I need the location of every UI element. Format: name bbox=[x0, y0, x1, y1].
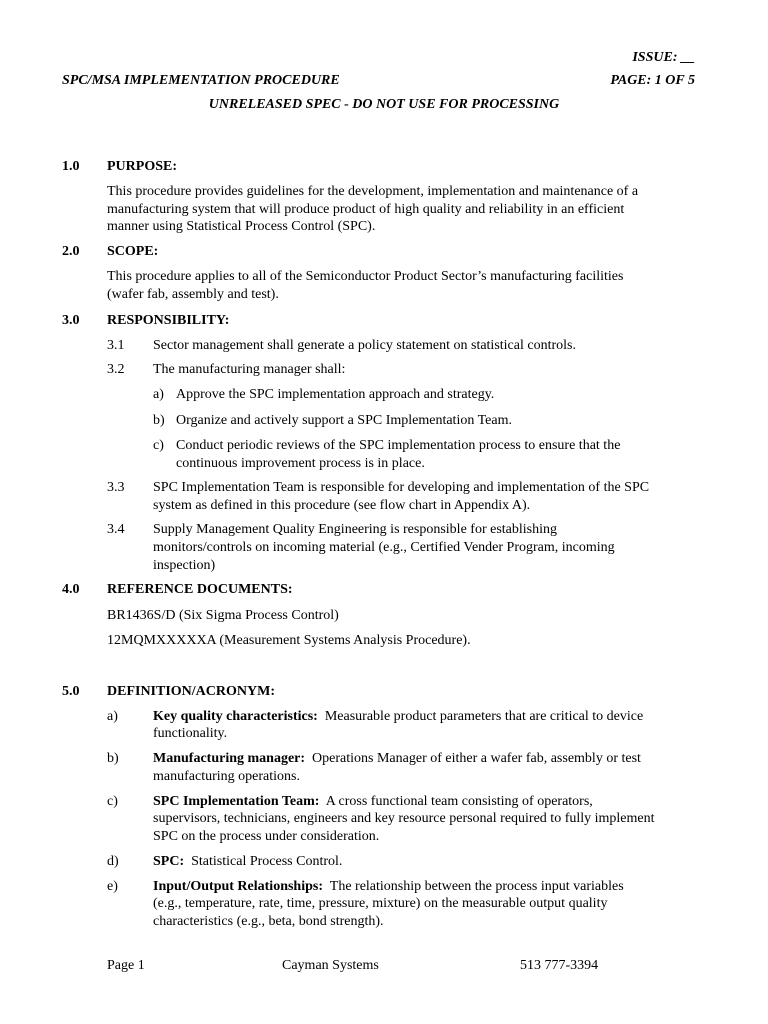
item-3-1-text: Sector management shall generate a policy statement on statistical controls. bbox=[153, 338, 576, 353]
definition-c-line-2: supervisors, technicians, engineers and key resource personal required to fully implement bbox=[153, 811, 655, 826]
section-1-title: PURPOSE: bbox=[107, 159, 177, 174]
item-3-1-number: 3.1 bbox=[107, 338, 125, 353]
item-3-2-b-letter: b) bbox=[153, 413, 165, 428]
item-3-2-b-text: Organize and actively support a SPC Implementation Team. bbox=[176, 413, 512, 428]
definition-c-description: A cross functional team consisting of operators, bbox=[325, 794, 593, 809]
definition-b-letter: b) bbox=[107, 751, 119, 766]
definition-b-line-2: manufacturing operations. bbox=[153, 769, 300, 784]
purpose-line-3: manner using Statistical Process Control (SPC). bbox=[107, 219, 376, 234]
purpose-line-2: manufacturing system that will produce product of high quality and reliability in an efficient bbox=[107, 202, 625, 217]
page-indicator: PAGE: 1 OF 5 bbox=[610, 73, 695, 88]
definition-a-term: Key quality characteristics: bbox=[153, 709, 318, 724]
item-3-4-number: 3.4 bbox=[107, 522, 125, 537]
definition-c-line-3: SPC on the process under consideration. bbox=[153, 829, 380, 844]
definition-a-letter: a) bbox=[107, 709, 118, 724]
item-3-2-a-text: Approve the SPC implementation approach and strategy. bbox=[176, 387, 495, 402]
definition-e-description: The relationship between the process input variables bbox=[329, 879, 624, 894]
definition-c-first-line bbox=[153, 793, 698, 810]
definition-e-line-3: characteristics (e.g., beta, bond strength). bbox=[153, 914, 384, 929]
section-1-number: 1.0 bbox=[62, 159, 80, 174]
item-3-3-line-1: SPC Implementation Team is responsible for developing and implementation of the SPC bbox=[153, 480, 650, 495]
item-3-2-a-letter: a) bbox=[153, 387, 164, 402]
item-3-2-c-letter: c) bbox=[153, 438, 164, 453]
definition-a-first-line bbox=[153, 708, 698, 725]
definition-b-term: Manufacturing manager: bbox=[153, 751, 306, 766]
section-5-number: 5.0 bbox=[62, 684, 80, 699]
reference-doc-1: BR1436S/D (Six Sigma Process Control) bbox=[107, 608, 339, 623]
purpose-line-1: This procedure provides guidelines for the development, implementation and maintenance of a bbox=[107, 184, 639, 199]
definition-d-description: Statistical Process Control. bbox=[191, 854, 343, 869]
definition-d-first-line bbox=[153, 853, 698, 870]
document-title: SPC/MSA IMPLEMENTATION PROCEDURE bbox=[62, 73, 340, 88]
definition-c-term: SPC Implementation Team: bbox=[153, 794, 320, 809]
scope-line-1: This procedure applies to all of the Semiconductor Product Sector’s manufacturing facilities bbox=[107, 269, 624, 284]
item-3-3-line-2: system as defined in this procedure (see flow chart in Appendix A). bbox=[153, 498, 531, 513]
unreleased-warning: UNRELEASED SPEC - DO NOT USE FOR PROCESSING bbox=[208, 97, 560, 112]
item-3-2-text: The manufacturing manager shall: bbox=[153, 362, 346, 377]
issue-label: ISSUE: __ bbox=[632, 50, 695, 65]
section-2-title: SCOPE: bbox=[107, 244, 159, 259]
definition-a-description: Measurable product parameters that are critical to device bbox=[324, 709, 644, 724]
section-4-number: 4.0 bbox=[62, 582, 80, 597]
definition-b-description: Operations Manager of either a wafer fab, assembly or test bbox=[312, 751, 641, 766]
footer-page-number: Page 1 bbox=[107, 958, 145, 973]
item-3-2-c-line-2: continuous improvement process is in place. bbox=[176, 456, 425, 471]
reference-doc-2: 12MQMXXXXXA (Measurement Systems Analysis Procedure). bbox=[107, 633, 471, 648]
section-3-number: 3.0 bbox=[62, 313, 80, 328]
definition-c-letter: c) bbox=[107, 794, 118, 809]
item-3-4-line-2: monitors/controls on incoming material (e.g., Certified Vender Program, incoming bbox=[153, 540, 615, 555]
item-3-2-c-line-1: Conduct periodic reviews of the SPC implementation process to ensure that the bbox=[176, 438, 621, 453]
definition-e-term: Input/Output Relationships: bbox=[153, 879, 324, 894]
definition-e-letter: e) bbox=[107, 879, 118, 894]
definition-e-line-2: (e.g., temperature, rate, time, pressure, mixture) on the measurable output quality bbox=[153, 896, 608, 911]
definition-b-first-line bbox=[153, 750, 698, 767]
footer-company: Cayman Systems bbox=[282, 958, 379, 973]
item-3-4-line-3: inspection) bbox=[153, 558, 216, 573]
definition-d-term: SPC: bbox=[153, 854, 185, 869]
item-3-3-number: 3.3 bbox=[107, 480, 125, 495]
definition-a-line-2: functionality. bbox=[153, 726, 228, 741]
section-5-title: DEFINITION/ACRONYM: bbox=[107, 684, 275, 699]
section-4-title: REFERENCE DOCUMENTS: bbox=[107, 582, 293, 597]
footer-phone: 513 777-3394 bbox=[520, 958, 599, 973]
definition-d-letter: d) bbox=[107, 854, 119, 869]
definition-e-first-line bbox=[153, 878, 698, 895]
section-3-title: RESPONSIBILITY: bbox=[107, 313, 230, 328]
section-2-number: 2.0 bbox=[62, 244, 80, 259]
scope-line-2: (wafer fab, assembly and test). bbox=[107, 287, 279, 302]
item-3-2-number: 3.2 bbox=[107, 362, 125, 377]
item-3-4-line-1: Supply Management Quality Engineering is responsible for establishing bbox=[153, 522, 557, 537]
